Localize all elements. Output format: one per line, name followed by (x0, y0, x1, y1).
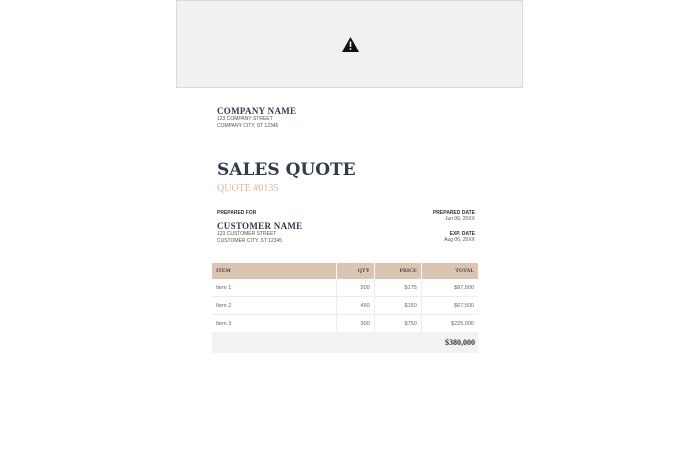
cell-qty: 300 (337, 315, 375, 333)
prepared-for-label: PREPARED FOR (217, 210, 257, 216)
table-row (212, 297, 478, 315)
cell-item: Item 3 (212, 315, 337, 333)
customer-street: 123 CUSTOMER STREET (217, 231, 277, 237)
grand-total-bar (212, 332, 478, 353)
table-row (212, 315, 478, 333)
quote-number: QUOTE #0135 (217, 183, 279, 194)
prepared-date-label: PREPARED DATE (432, 210, 475, 216)
table-row (212, 279, 478, 297)
company-block (217, 106, 296, 129)
prepared-date-value: Jun 06, 20XX (444, 216, 475, 222)
exp-date-value: Aug 06, 20XX (444, 237, 475, 243)
header-total: TOTAL (421, 263, 478, 279)
exp-date-label: EXP. DATE (449, 231, 475, 237)
customer-block (217, 221, 303, 244)
cell-item: Item 1 (212, 279, 337, 297)
cell-price: $175 (374, 279, 421, 297)
cell-qty: 500 (337, 279, 375, 297)
customer-city: CUSTOMER CITY, ST 12345 (217, 237, 283, 244)
cell-total: $225,000 (421, 315, 478, 333)
cell-price: $750 (374, 315, 421, 333)
cell-qty: 450 (337, 297, 375, 315)
cell-item: Item 2 (212, 297, 337, 315)
company-street: 123 COMPANY STREET (217, 116, 273, 122)
warning-icon (342, 37, 359, 52)
table-header-row (212, 263, 478, 279)
company-name: COMPANY NAME (217, 106, 297, 116)
grand-total-value: $380,000 (445, 338, 475, 347)
cell-total: $67,500 (421, 297, 478, 315)
header-price: PRICE (374, 263, 421, 279)
items-table (212, 263, 478, 333)
cell-total: $87,500 (421, 279, 478, 297)
header-qty: QTY (337, 263, 375, 279)
customer-name: CUSTOMER NAME (217, 221, 303, 231)
document-title: SALES QUOTE (217, 160, 356, 180)
company-city: COMPANY CITY, ST 12345 (217, 122, 279, 129)
dates-block (433, 210, 475, 252)
header-item: ITEM (212, 263, 337, 279)
cell-price: $150 (374, 297, 421, 315)
